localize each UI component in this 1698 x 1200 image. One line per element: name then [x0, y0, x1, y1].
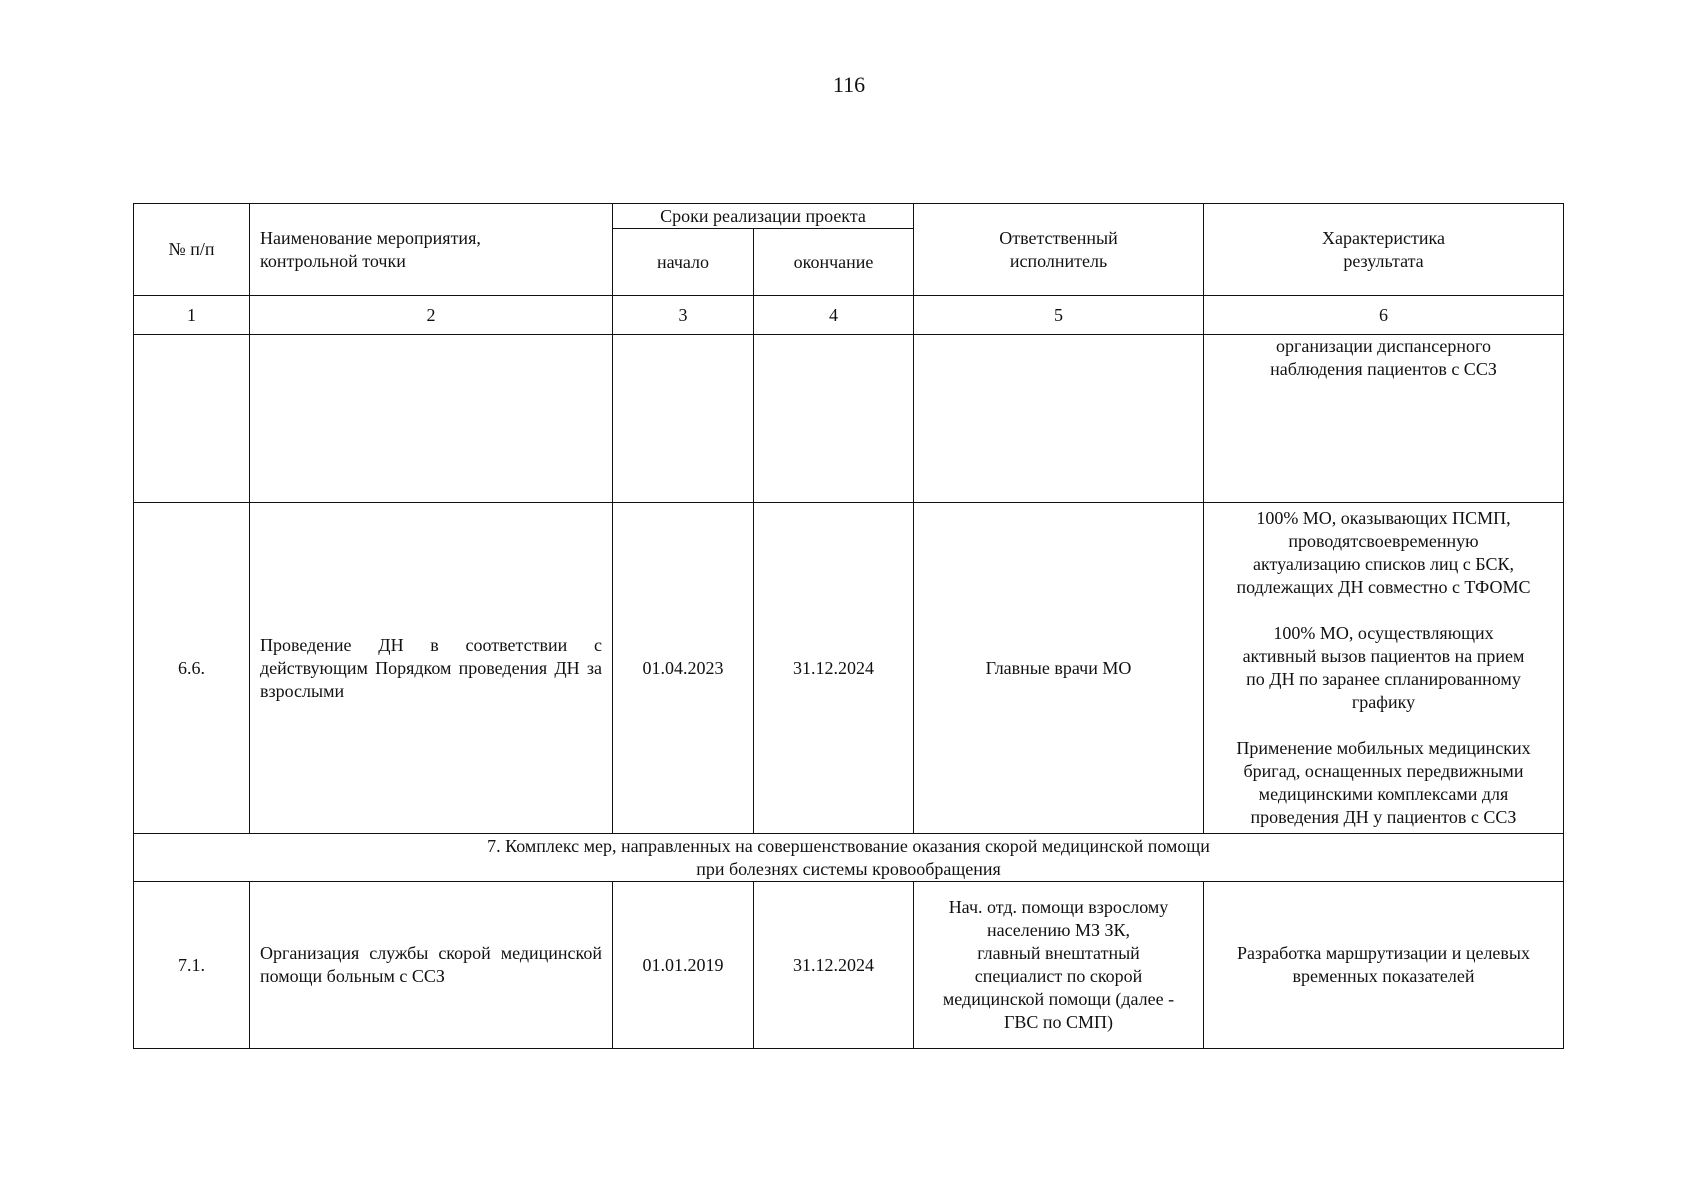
column-number: 6: [1204, 296, 1564, 335]
row-end: 31.12.2024: [754, 882, 914, 1049]
row-end: 31.12.2024: [754, 503, 914, 834]
row-name: [250, 335, 613, 503]
section-title: 7. Комплекс мер, направленных на совершенствование оказания скорой медицинской помощи при болезнях системы кровообращения: [134, 834, 1564, 882]
page-number: 116: [832, 72, 866, 97]
row-start: [613, 335, 754, 503]
row-responsible: Главные врачи МО: [914, 503, 1204, 834]
column-number: 4: [754, 296, 914, 335]
row-start: 01.01.2019: [613, 882, 754, 1049]
column-number: 5: [914, 296, 1204, 335]
row-responsible: Нач. отд. помощи взрослому населению МЗ ЗК, главный внештатный специалист по скорой медицинской помощи (далее - ГВС по СМП): [914, 882, 1204, 1049]
header-responsible: Ответственный исполнитель: [914, 204, 1204, 296]
row-result: организации диспансерного наблюдения пациентов с ССЗ: [1204, 335, 1564, 503]
row-result: 100% МО, оказывающих ПСМП, проводятсвоевременную актуализацию списков лиц с БСК, подлежащих ДН совместно с ТФОМС 100% МО, осуществляющих активный вызов пациентов на прием по ДН по заранее спланированному графику Применение мобильных медицинских бригад, оснащенных передвижными медицинскими комплексами для проведения ДН у пациентов с ССЗ: [1204, 503, 1564, 834]
row-num: 6.6.: [134, 503, 250, 834]
header-timeframe: Сроки реализации проекта: [613, 204, 914, 229]
row-start: 01.04.2023: [613, 503, 754, 834]
row-responsible: [914, 335, 1204, 503]
table-row: [134, 335, 1564, 503]
column-number: 1: [134, 296, 250, 335]
row-end: [754, 335, 914, 503]
header-row-1: [134, 204, 1564, 229]
column-number: 3: [613, 296, 754, 335]
column-number-row: [134, 296, 1564, 335]
table-row: [134, 503, 1564, 834]
row-num: [134, 335, 250, 503]
column-number: 2: [250, 296, 613, 335]
header-end: окончание: [754, 229, 914, 296]
row-num: 7.1.: [134, 882, 250, 1049]
row-name: Организация службы скорой медицинской помощи больным с ССЗ: [250, 882, 613, 1049]
section-header-row: [134, 834, 1564, 882]
header-num: № п/п: [134, 204, 250, 296]
row-name: Проведение ДН в соответствии с действующим Порядком проведения ДН за взрослыми: [250, 503, 613, 834]
header-start: начало: [613, 229, 754, 296]
table-row: [134, 882, 1564, 1049]
header-activity-name: Наименование мероприятия, контрольной точки: [250, 204, 613, 296]
plan-table: [133, 203, 1564, 1049]
header-result: Характеристика результата: [1204, 204, 1564, 296]
row-result: Разработка маршрутизации и целевых временных показателей: [1204, 882, 1564, 1049]
